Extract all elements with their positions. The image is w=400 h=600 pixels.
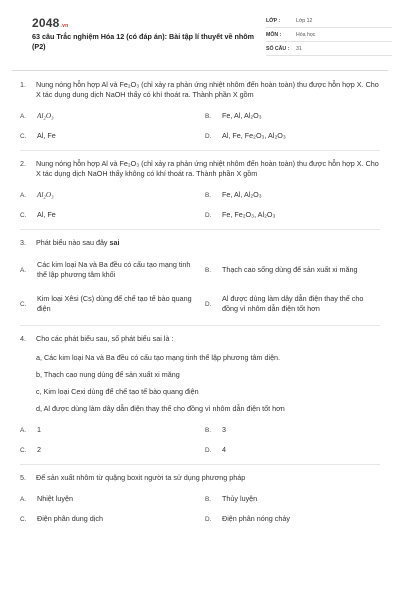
question-text: Cho các phát biểu sau, số phát biểu sai là : [36,334,174,343]
meta-row-class [266,14,392,28]
option-letter: B. [205,266,212,274]
question-divider [20,464,380,465]
option-letter: B. [205,112,212,120]
option-letter: A. [20,112,27,120]
meta-table [266,14,392,56]
question-number: 3. [20,238,26,247]
option-text: Al, Fe [37,131,56,140]
question-number: 1. [20,80,26,89]
meta-value: Hóa học [296,31,316,38]
option-letter: D. [205,515,212,523]
option-b[interactable] [205,420,380,440]
option-letter: D. [205,446,212,454]
options-grid [20,420,380,460]
option-d[interactable] [205,287,380,321]
option-letter: A. [20,495,27,503]
option-c[interactable] [20,509,195,529]
option-b[interactable] [205,489,380,509]
question-text: Để sản xuất nhôm từ quặng boxit người ta sử dụng phương pháp [36,473,246,482]
option-letter: A. [20,266,27,274]
option-c[interactable] [20,287,195,321]
meta-value: 31 [296,45,302,52]
question-number: 4. [20,334,26,343]
document-title: 63 câu Trắc nghiệm Hóa 12 (có đáp án): Bài tập lí thuyết về nhôm (P2) [32,32,255,51]
meta-key: SỐ CÂU : [266,45,290,52]
options-grid [20,106,380,146]
question-3 [20,236,380,326]
option-text: Điện phân dung dịch [37,514,103,523]
option-text: 4 [222,445,226,454]
logo-main: 2048 [32,16,60,30]
option-b[interactable] [205,106,380,126]
option-letter: C. [20,300,27,308]
question-text-prefix: Phát biểu nào sau đây [36,238,110,247]
question-list [20,78,380,529]
question-divider [20,325,380,326]
option-text: 2 [37,445,41,454]
option-text: Al được dùng làm dây dẫn điện thay thế cho đồng vì nhôm dẫn điện tốt hơn [222,294,364,313]
option-b[interactable] [205,185,380,205]
option-b[interactable] [205,253,380,287]
statement-d: d, Al được dùng làm dây dẫn điện thay thế cho đồng vì nhôm dẫn điện tốt hơn [36,404,285,413]
option-a[interactable] [20,420,195,440]
meta-key: MÔN : [266,31,282,38]
option-text: Nhiệt luyện [37,494,73,503]
question-text-emphasis: sai [109,238,120,247]
option-text: Điện phân nóng chảy [222,514,290,523]
option-text: Các kim loại Na và Ba đều có cấu tạo mạng tinh thể lập phương tâm khối [37,260,191,279]
question-text [36,238,380,248]
options-grid [20,489,380,529]
question-5 [20,471,380,529]
option-text: 3 [222,425,226,434]
meta-value: Lớp 12 [296,17,313,24]
option-text: 1 [37,425,41,434]
statement-c: c, Kim loại Cexi dùng để chế tạo tế bào quang điện [36,387,199,396]
question-4 [20,332,380,465]
header [12,0,388,66]
option-d[interactable] [205,126,380,146]
option-a[interactable] [20,489,195,509]
question-divider [20,229,380,230]
option-text: Thủy luyện [222,494,258,503]
option-letter: D. [205,211,212,219]
question-2 [20,157,380,230]
option-d[interactable] [205,205,380,225]
option-letter: B. [205,426,212,434]
option-letter: C. [20,132,27,140]
option-a[interactable] [20,253,195,287]
statement-a: a, Các kim loại Na và Ba đều có cấu tạo mạng tinh thể lập phương tâm diện. [36,353,281,362]
logo-suffix: .vn [60,23,69,29]
question-number: 2. [20,159,26,168]
option-text: Al, Fe, Fe₂O₃, Al₂O₃ [222,131,286,140]
option-letter: D. [205,300,212,308]
meta-key: LỚP : [266,17,281,24]
option-d[interactable] [205,440,380,460]
meta-row-subject [266,28,392,42]
option-text: Al₂O₃ [37,191,54,199]
option-letter: D. [205,132,212,140]
option-text: Fe, Fe₂O₃, Al₂O₃ [222,210,276,219]
site-logo[interactable] [32,16,68,30]
option-text: Fe, Al, Al₂O₃ [222,111,262,120]
option-letter: A. [20,426,27,434]
option-a[interactable] [20,106,195,126]
option-letter: C. [20,515,27,523]
meta-row-count [266,42,392,56]
option-text: Al, Fe [37,210,56,219]
statement-b: b, Thạch cao nung dùng để sản xuất xi măng [36,370,180,379]
option-letter: B. [205,191,212,199]
option-letter: C. [20,446,27,454]
option-a[interactable] [20,185,195,205]
option-letter: B. [205,495,212,503]
question-1 [20,78,380,151]
option-c[interactable] [20,440,195,460]
option-letter: C. [20,211,27,219]
option-c[interactable] [20,205,195,225]
option-text: Kim loại Xêsi (Cs) dùng để chế tạo tế bào quang điện [37,294,192,313]
options-grid [20,253,380,321]
option-text: Fe, Al, Al₂O₃ [222,190,262,199]
option-c[interactable] [20,126,195,146]
question-divider [20,150,380,151]
option-text: Thạch cao sống dùng để sản xuất xi măng [222,265,358,274]
options-grid [20,185,380,225]
option-text: Al₂O₃ [37,112,54,120]
question-number: 5. [20,473,26,482]
question-text: Nung nóng hỗn hợp Al và Fe₂O₃ (chỉ xảy ra phản ứng nhiệt nhôm đến hoàn toàn) thu được hỗn hợp X. Cho X tác dụng dịch NaOH thấy không có khí thoát ra. Thành phần X gồm [36,159,379,178]
option-letter: A. [20,191,27,199]
header-divider [12,70,388,71]
option-d[interactable] [205,509,380,529]
question-text: Nung nóng hỗn hợp Al và Fe₂O₃ (chỉ xảy ra phản ứng nhiệt nhôm đến hoàn toàn) thu được hỗn hợp X. Cho X tác dụng dung dịch NaOH thấy có khí thoát ra. Thành phần X gồm [36,80,379,99]
